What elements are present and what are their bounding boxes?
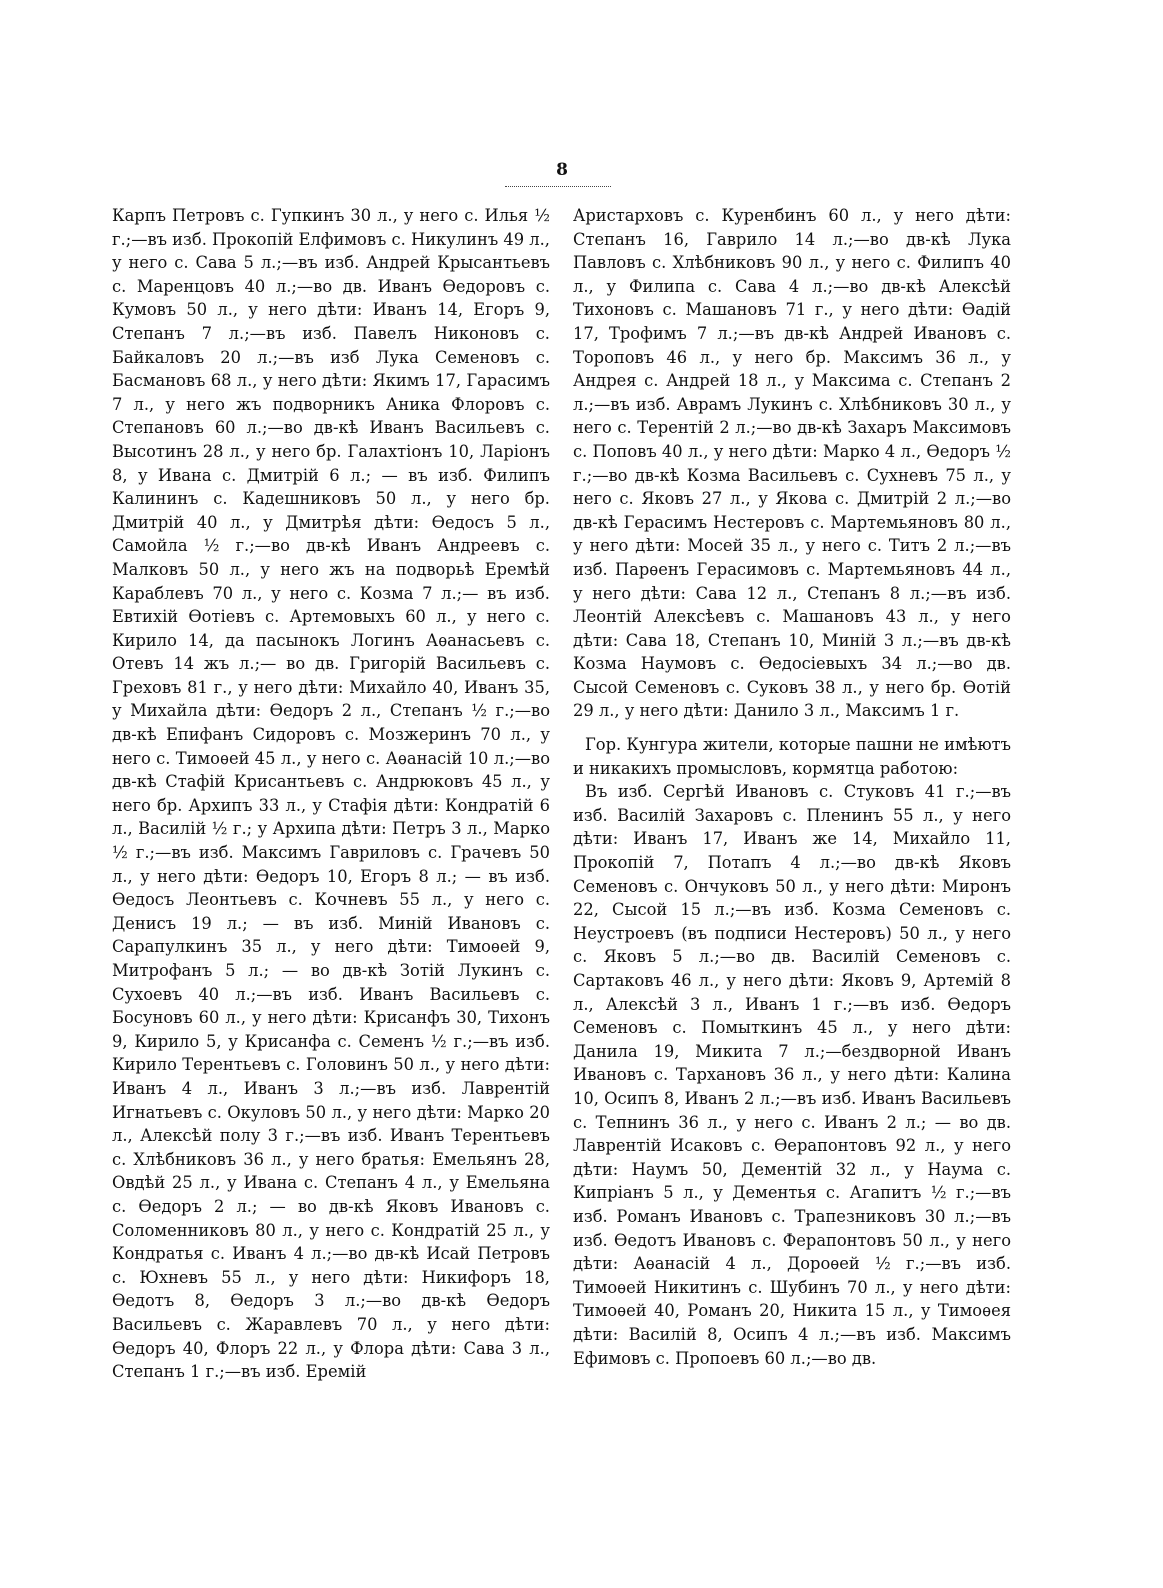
right-column (573, 204, 1011, 1370)
page-number-rule (505, 186, 611, 187)
left-column (112, 204, 550, 1384)
right-column-paragraph-2: Въ изб. Сергѣй Ивановъ с. Стуковъ 41 г.;—въ изб. Василій Захаровъ с. Пленинъ 55 л., у него дѣти: Иванъ 17, Иванъ же 14, Михайло 11, Прокопій 7, Потапъ 4 л.;—во дв-кѣ Яковъ Семеновъ с. Ончуковъ 50 л., у него дѣти: Миронъ 22, Сысой 15 л.;—въ изб. Козма Семеновъ с. Неустроевъ (въ подписи Нестеровъ) 50 л., у него с. Яковъ 5 л.;—во дв. Василій Семеновъ с. Сартаковъ 46 л., у него дѣти: Яковъ 9, Артемій 8 л., Алексѣй 3 л., Иванъ 1 г.;—въ изб. Ѳедоръ Семеновъ с. Помыткинъ 45 л., у него дѣти: Данила 19, Микита 7 л.;—бездворной Иванъ Ивановъ с. Тархановъ 36 л., у него дѣти: Калина 10, Осипъ 8, Иванъ 2 л.;—въ изб. Иванъ Васильевъ с. Тепнинъ 36 л., у него с. Иванъ 2 л.; — во дв. Лаврентій Исаковъ с. Ѳерапонтовъ 92 л., у него дѣти: Наумъ 50, Дементій 32 л., у Наума с. Кипріанъ 5 л., у Дементья с. Агапитъ ½ г.;—въ изб. Романъ Ивановъ с. Трапезниковъ 30 л.;—въ изб. Ѳедотъ Ивановъ с. Ферапонтовъ 50 л., у него дѣти: Аѳанасій 4 л., Дороѳей ½ г.;—въ изб. Тимоѳей Никитинъ с. Шубинъ 70 л., у него дѣти: Тимоѳей 40, Романъ 20, Никита 15 л., у Тимоѳея дѣти: Василій 8, Осипъ 4 л.;—въ изб. Максимъ Ефимовъ с. Пропоевъ 60 л.;—во дв. (573, 782, 1011, 1368)
left-column-paragraph: Карпъ Петровъ с. Гупкинъ 30 л., у него с. Илья ½ г.;—въ изб. Прокопій Елфимовъ с. Никулинъ 49 л., у него с. Сава 5 л.;—въ изб. Андрей Крысантьевъ с. Маренцовъ 40 л.;—во дв. Иванъ Ѳедоровъ с. Кумовъ 50 л., у него дѣти: Иванъ 14, Егоръ 9, Степанъ 7 л.;—въ изб. Павелъ Никоновъ с. Байкаловъ 20 л.;—въ изб Лука Семеновъ с. Басмановъ 68 л., у него дѣти: Якимъ 17, Гарасимъ 7 л., у него жъ подворникъ Аника Флоровъ с. Степановъ 60 л.;—во дв-кѣ Иванъ Васильевъ с. Высотинъ 28 л., у него бр. Галахтіонъ 10, Ларіонъ 8, у Ивана с. Дмитрій 6 л.; — въ изб. Филипъ Калининъ с. Кадешниковъ 50 л., у него бр. Дмитрій 40 л., у Дмитрѣя дѣти: Ѳедосъ 5 л., Самойла ½ г.;—во дв-кѣ Иванъ Андреевъ с. Малковъ 50 л., у него жъ на подворьѣ Еремѣй Караблевъ 70 л., у него с. Козма 7 л.;— въ изб. Евтихій Ѳотіевъ с. Артемовыхъ 60 л., у него с. Кирило 14, да пасынокъ Логинъ Аѳанасьевъ с. Отевъ 14 жъ л.;— во дв. Григорій Васильевъ с. Греховъ 81 г., у него дѣти: Михайло 40, Иванъ 35, у Михайла дѣти: Ѳедоръ 2 л., Степанъ ½ г.;—во дв-кѣ Епифанъ Сидоровъ с. Мозжеринъ 70 л., у него с. Тимоѳей 45 л., у него с. Аѳанасій 10 л.;—во дв-кѣ Стафій Крисантьевъ с. Андрюковъ 45 л., у него бр. Архипъ 33 л., у Стафія дѣти: Кондратій 6 л., Василій ½ г.; у Архипа дѣти: Петръ 3 л., Марко ½ г.;—въ изб. Максимъ Гавриловъ с. Грачевъ 50 л., у него дѣти: Ѳедоръ 10, Егоръ 8 л.; — въ изб. Ѳедосъ Леонтьевъ с. Кочневъ 55 л., у него с. Денисъ 19 л.; — въ изб. Миній Ивановъ с. Сарапулкинъ 35 л., у него дѣти: Тимоѳей 9, Митрофанъ 5 л.; — во дв-кѣ Зотій Лукинъ с. Сухоевъ 40 л.;—въ изб. Иванъ Васильевъ с. Босуновъ 60 л., у него дѣти: Крисанфъ 30, Тихонъ 9, Кирило 5, у Крисанфа с. Семенъ ½ г.;—въ изб. Кирило Терентьевъ с. Головинъ 50 л., у него дѣти: Иванъ 4 л., Иванъ 3 л.;—въ изб. Лаврентій Игнатьевъ с. Окуловъ 50 л., у него дѣти: Марко 20 л., Алексѣй полу 3 г.;—въ изб. Иванъ Терентьевъ с. Хлѣбниковъ 36 л., у него братья: Емельянъ 28, Овдѣй 25 л., у Ивана с. Степанъ 4 л., у Емельяна с. Ѳедоръ 2 л.; — во дв-кѣ Яковъ Ивановъ с. Соломенниковъ 80 л., у него с. Кондратій 25 л., у Кондратья с. Иванъ 4 л.;—во дв-кѣ Исай Петровъ с. Юхневъ 55 л., у него дѣти: Никифоръ 18, Ѳедотъ 8, Ѳедоръ 3 л.;—во дв-кѣ Ѳедоръ Васильевъ с. Жаравлевъ 70 л., у него дѣти: Ѳедоръ 40, Флоръ 22 л., у Флора дѣти: Сава 3 л., Степанъ 1 г.;—въ изб. Еремій (112, 206, 550, 1382)
page-number: 8 (556, 160, 568, 180)
section-heading: Гор. Кунгура жители, которые пашни не имѣютъ и никакихъ промысловъ, кормятца работою: (573, 735, 1011, 778)
right-column-paragraph-1: Аристарховъ с. Куренбинъ 60 л., у него дѣти: Степанъ 16, Гаврило 14 л.;—во дв-кѣ Лука Павловъ с. Хлѣбниковъ 90 л., у него с. Филипъ 40 л., у Филипа с. Сава 4 л.;—во дв-кѣ Алексѣй Тихоновъ с. Машановъ 71 г., у него дѣти: Ѳадій 17, Трофимъ 7 л.;—въ дв-кѣ Андрей Ивановъ с. Тороповъ 46 л., у него бр. Максимъ 36 л., у Андрея с. Андрей 18 л., у Максима с. Степанъ 2 л.;—въ изб. Аврамъ Лукинъ с. Хлѣбниковъ 30 л., у него с. Терентій 2 л.;—во дв-кѣ Захаръ Максимовъ с. Поповъ 40 л., у него дѣти: Марко 4 л., Ѳедоръ ½ г.;—во дв-кѣ Козма Васильевъ с. Сухневъ 75 л., у него с. Яковъ 27 л., у Якова с. Дмитрій 2 л.;—во дв-кѣ Герасимъ Нестеровъ с. Мартемьяновъ 80 л., у него дѣти: Мосей 35 л., у него с. Титъ 2 л.;—въ изб. Парѳенъ Герасимовъ с. Мартемьяновъ 44 л., у него дѣти: Сава 12 л., Степанъ 8 л.;—въ изб. Леонтій Алексѣевъ с. Машановъ 43 л., у него дѣти: Сава 18, Степанъ 10, Миній 3 л.;—въ дв-кѣ Козма Наумовъ с. Ѳедосіевыхъ 34 л.;—во дв. Сысой Семеновъ с. Суковъ 38 л., у него бр. Ѳотій 29 л., у него дѣти: Данило 3 л., Максимъ 1 г. (573, 206, 1011, 721)
